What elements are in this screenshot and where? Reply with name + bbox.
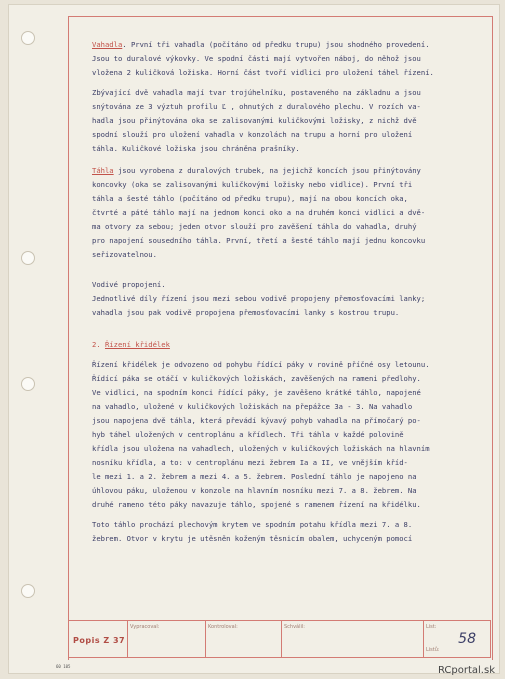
form-code: 60 105 (56, 664, 71, 669)
punch-hole (21, 31, 35, 45)
paragraph-vodive: Vodivé propojení. Jednotlivé díly řízení jsou mezi sebou vodivě propojeny přemosťovacími lanky; vahadla jsou pak vodivě propojena přemosťovacími lanky s kostrou trupu. (92, 280, 426, 317)
document-title: Popis Z 37 (73, 636, 126, 645)
punch-hole (21, 377, 35, 391)
paragraph-rizeni-kridelek: Řízení křidélek je odvozeno od pohybu řídící páky v rovině příčné osy letounu. Řídící páka se otáčí v kuličkových ložiskách, zavěšených na rameni předlohy. Ve vidlici, na spodním konci řídící páky, je zavěšeno krátké táhlo, napojené na vahadlo, uložené v kuličkových ložiskách na přepážce 3a - 3. Na vahadlo jsou napojena dvě táhla, která převádí kývavý pohyb vahadla na přímočarý po- hyb táhel uložených v centroplánu a křídlech. Tři táhla v každé polovině křídla jsou uložena na vahadlech, uložených v kuličkových ložiskách na hlavním nosníku křídla, a to: v centroplánu mezi žebrem Ia a II, ve vnějším kříd- le mezi 1. a 2. žebrem a mezi 4. a 5. žebrem. Poslední táhlo je napojeno na úhlovou páku, uloženou v konzole na hlavním nosníku mezi 7. a 8. žebrem. Na druhé rameno této páky navazuje táhlo, spojené s ramenem řízení na křidélku. (92, 360, 430, 509)
paragraph-toto-tahlo: Toto táhlo prochází plechovým krytem ve spodním potahu křídla mezi 7. a 8. žebrem. Otvor v krytu je utěsněn koženým těsnicím obalem, uchyceným pomocí (92, 520, 413, 543)
term-vahadla: Vahadla (92, 40, 123, 49)
paragraph-tahla: Táhla jsou vyrobena z duralových trubek, na jejichž koncích jsou přinýtovány koncovky (oka se zalisovanými kuličkovými ložisky nebo vidlice). První tři táhla a šesté táhlo (počítáno od předku trupu), mají na obou koncích oka, čtvrté a páté táhlo mají na jednom konci oko a na druhém konci vidlici a dvě- ma otvory za sebou; jeden otvor slouží pro zavěšení táhla do vahadla, druhý pro napojení sousedního táhla. První, třetí a šesté táhlo mají jednu koncovku seřizovatelnou. (92, 166, 426, 259)
paragraph-zbyvajici: Zbývající dvě vahadla mají tvar trojúhelníku, postaveného na základnu a jsou snýtována ze 3 výztuh profilu Ľ , ohnutých z duralového plechu. V rozích va- hadla jsou přinýtována oka se zalisovanými kuličkovými ložisky, z nichž dvě spodní slouží pro uložení vahadla v konzolách na trupu a horní pro uložení táhla. Kuličkové ložiska jsou chráněna prašníky. (92, 88, 421, 153)
kontroloval-cell: Kontroloval: (205, 621, 282, 657)
section-heading: 2. Řízení křidélek (92, 340, 170, 349)
title-cell (69, 621, 128, 657)
vypracoval-cell: Vypracoval: (127, 621, 206, 657)
punch-hole (21, 251, 35, 265)
body-text (92, 38, 482, 552)
punch-hole (21, 584, 35, 598)
paragraph-vahadla: Vahadla. První tři vahadla (počítáno od předku trupu) jsou shodného provedení. Jsou to duralové výkovky. Ve spodní části mají vytvořen náboj, do něhož jsou vložena 2 kuličková ložiska. Horní část tvoří vidlici pro uložení táhel řízení. (92, 40, 434, 77)
term-tahla: Táhla (92, 166, 114, 175)
page-number: 58 (458, 631, 476, 647)
list-cell: List: Listů: 58 (426, 624, 476, 653)
schvalil-cell: Schválil: (281, 621, 424, 657)
watermark: RCportal.sk (437, 665, 495, 676)
title-block (68, 620, 491, 658)
